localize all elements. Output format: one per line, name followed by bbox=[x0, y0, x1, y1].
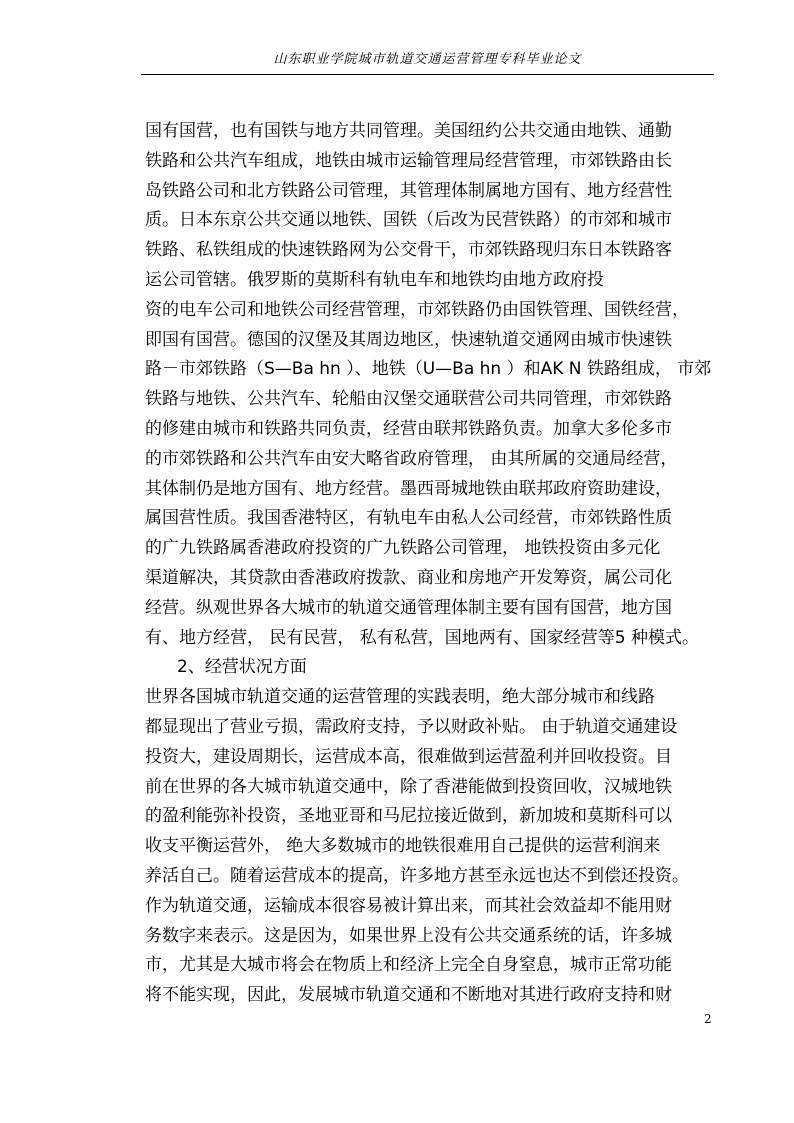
paragraph-line: 即国有国营。德国的汉堡及其周边地区，快速轨道交通网由城市快速铁 bbox=[145, 329, 672, 350]
paragraph-line: 的广九铁路属香港政府投资的广九铁路公司管理， 地铁投资由多元化 bbox=[145, 538, 661, 559]
paragraph-line: 路－市郊铁路（S—Ba hn ）、地铁（U—Ba hn ）和AK N 铁路组成， 市郊 bbox=[145, 359, 712, 380]
paragraph-line: 有、地方经营， 民有民营， 私有私营，国地两有、国家经营等5 种模式。 bbox=[145, 627, 700, 648]
paragraph-line: 养活自己。随着运营成本的提高，许多地方甚至永远也达不到偿还投资。 bbox=[145, 865, 689, 886]
paragraph-line: 都显现出了营业亏损，需政府支持，予以财政补贴。 由于轨道交通建设 bbox=[145, 716, 678, 737]
paragraph-line: 资的电车公司和地铁公司经营管理，市郊铁路仍由国铁管理、国铁经营， bbox=[145, 299, 689, 320]
page-number: 2 bbox=[704, 1012, 712, 1026]
paragraph-line: 质。日本东京公共交通以地铁、国铁（后改为民营铁路）的市郊和城市 bbox=[145, 210, 672, 231]
section-heading: 2、经营状况方面 bbox=[177, 657, 307, 678]
paragraph-line: 属国营性质。我国香港特区，有轨电车由私人公司经营，市郊铁路性质 bbox=[145, 508, 672, 529]
paragraph-line: 铁路与地铁、公共汽车、轮船由汉堡交通联营公司共同管理，市郊铁路 bbox=[145, 389, 672, 410]
paragraph-line: 的市郊铁路和公共汽车由安大略省政府管理， 由其所属的交通局经营， bbox=[145, 448, 678, 469]
paragraph-line: 作为轨道交通，运输成本很容易被计算出来，而其社会效益却不能用财 bbox=[145, 895, 672, 916]
paragraph-line: 岛铁路公司和北方铁路公司管理，其管理体制属地方国有、地方经营性 bbox=[145, 180, 672, 201]
header-title: 山东职业学院城市轨道交通运营管理专科毕业论文 bbox=[273, 52, 582, 67]
paragraph-line: 铁路和公共汽车组成，地铁由城市运输管理局经营管理，市郊铁路由长 bbox=[145, 150, 672, 171]
page-header bbox=[141, 48, 714, 75]
paragraph-line: 投资大，建设周期长，运营成本高，很难做到运营盈利并回收投资。目 bbox=[145, 746, 672, 767]
paragraph-line: 务数字来表示。这是因为，如果世界上没有公共交通系统的话，许多城 bbox=[145, 925, 672, 946]
paragraph-line: 收支平衡运营外， 绝大多数城市的地铁很难用自己提供的运营利润来 bbox=[145, 836, 661, 857]
paragraph-line: 运公司管辖。俄罗斯的莫斯科有轨电车和地铁均由地方政府投 bbox=[145, 269, 604, 290]
paragraph-line: 前在世界的各大城市轨道交通中，除了香港能做到投资回收，汉城地铁 bbox=[145, 776, 672, 797]
paragraph-line: 国有国营，也有国铁与地方共同管理。美国纽约公共交通由地铁、通勤 bbox=[145, 121, 672, 141]
paragraph-line: 渠道解决，其贷款由香港政府拨款、商业和房地产开发筹资，属公司化 bbox=[145, 567, 672, 588]
paragraph-line: 市，尤其是大城市将会在物质上和经济上完全自身窒息，城市正常功能 bbox=[145, 955, 672, 976]
paragraph-line: 世界各国城市轨道交通的运营管理的实践表明，绝大部分城市和线路 bbox=[145, 687, 655, 708]
paragraph-line: 的修建由城市和铁路共同负责，经营由联邦铁路负责。加拿大多伦多市 bbox=[145, 418, 672, 439]
paragraph-line: 经营。纵观世界各大城市的轨道交通管理体制主要有国有国营，地方国 bbox=[145, 597, 672, 618]
paragraph-line: 的盈利能弥补投资，圣地亚哥和马尼拉接近做到，新加坡和莫斯科可以 bbox=[145, 806, 672, 827]
paragraph-line: 将不能实现，因此，发展城市轨道交通和不断地对其进行政府支持和财 bbox=[145, 985, 672, 1006]
paragraph-line: 铁路、私铁组成的快速铁路网为公交骨干，市郊铁路现归东日本铁路客 bbox=[145, 240, 672, 261]
document-body bbox=[145, 117, 730, 1011]
paragraph-line: 其体制仍是地方国有、地方经营。墨西哥城地铁由联邦政府资助建设， bbox=[145, 478, 672, 499]
